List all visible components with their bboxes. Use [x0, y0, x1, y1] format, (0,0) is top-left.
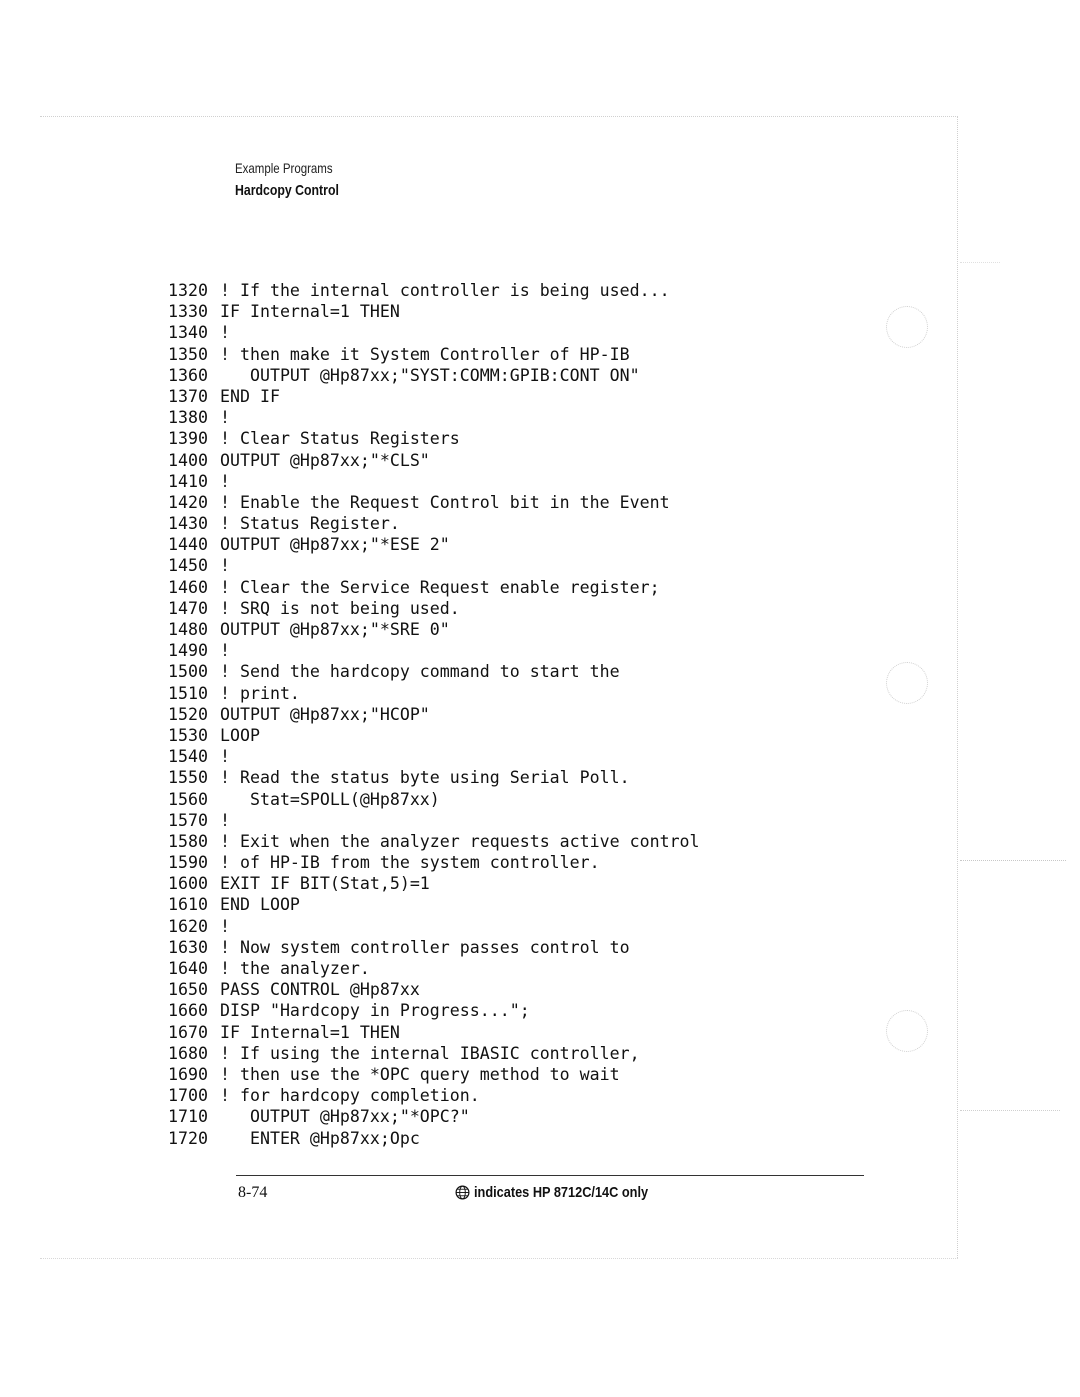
code-line [168, 1085, 700, 1106]
footer-note [455, 1184, 679, 1201]
line-number: 1390 [168, 429, 208, 449]
line-number: 1640 [168, 959, 208, 978]
code-text: IF Internal=1 THEN [220, 302, 400, 322]
code-text: ! Read the status byte using Serial Poll. [220, 768, 630, 788]
line-number: 1590 [168, 853, 208, 873]
line-number: 1490 [168, 641, 208, 661]
code-text: ! If the internal controller is being used... [220, 281, 670, 300]
section-title: Hardcopy Control [235, 182, 339, 199]
line-number: 1670 [168, 1022, 208, 1042]
line-number: 1430 [168, 514, 208, 534]
code-text: ! [220, 747, 230, 767]
code-text: OUTPUT @Hp87xx;"*CLS" [220, 450, 430, 470]
code-text: ! If using the internal IBASIC controller, [220, 1043, 640, 1063]
line-number: 1470 [168, 598, 208, 618]
code-line [168, 831, 700, 852]
code-text: END LOOP [220, 895, 300, 915]
line-number: 1710 [168, 1107, 208, 1127]
code-text: OUTPUT @Hp87xx;"HCOP" [220, 704, 430, 724]
line-number: 1650 [168, 980, 208, 1000]
line-number: 1720 [168, 1128, 208, 1148]
code-line [168, 979, 700, 1000]
line-number: 1620 [168, 916, 208, 936]
code-line [168, 789, 700, 810]
code-line [168, 513, 700, 534]
line-number: 1660 [168, 1001, 208, 1021]
line-number: 1440 [168, 535, 208, 555]
code-line [168, 492, 700, 513]
code-text: ! the analyzer. [220, 959, 370, 978]
code-line [168, 894, 700, 915]
code-text: OUTPUT @Hp87xx;"SYST:COMM:GPIB:CONT ON" [220, 365, 640, 385]
line-number: 1560 [168, 789, 208, 809]
line-number: 1550 [168, 768, 208, 788]
line-number: 1540 [168, 747, 208, 767]
line-number: 1330 [168, 302, 208, 322]
line-number: 1530 [168, 725, 208, 745]
code-text: OUTPUT @Hp87xx;"*SRE 0" [220, 620, 450, 639]
globe-icon [455, 1185, 470, 1200]
code-text: ! Send the hardcopy command to start the [220, 662, 620, 682]
code-line [168, 301, 700, 322]
line-number: 1700 [168, 1086, 208, 1106]
code-text: EXIT IF BIT(Stat,5)=1 [220, 874, 430, 894]
code-line [168, 619, 700, 640]
footer-note-text: indicates HP 8712C/14C only [474, 1184, 649, 1201]
code-line [168, 365, 700, 386]
code-text: ! [220, 408, 230, 428]
code-line [168, 810, 700, 831]
code-text: ! [220, 916, 230, 936]
line-number: 1380 [168, 408, 208, 428]
line-number: 1340 [168, 323, 208, 343]
code-text: DISP "Hardcopy in Progress..."; [220, 1001, 530, 1021]
line-number: 1370 [168, 386, 208, 406]
code-text: ! [220, 323, 230, 343]
code-text: END IF [220, 386, 280, 406]
code-line [168, 683, 700, 704]
code-line [168, 386, 700, 407]
code-text: ! print. [220, 683, 300, 703]
code-line [168, 704, 700, 725]
scan-mark [960, 860, 1066, 861]
code-text: OUTPUT @Hp87xx;"*OPC?" [220, 1107, 470, 1127]
code-text: ! [220, 556, 230, 576]
code-line [168, 555, 700, 576]
code-listing [168, 280, 700, 1149]
code-line [168, 598, 700, 619]
code-text: ! then make it System Controller of HP-IB [220, 344, 630, 364]
line-number: 1680 [168, 1043, 208, 1063]
code-text: LOOP [220, 725, 260, 745]
code-text: ! Enable the Request Control bit in the Event [220, 492, 670, 512]
code-text: IF Internal=1 THEN [220, 1022, 400, 1042]
line-number: 1580 [168, 831, 208, 851]
code-line [168, 1022, 700, 1043]
line-number: 1360 [168, 365, 208, 385]
scan-mark [960, 262, 1000, 263]
code-text: PASS CONTROL @Hp87xx [220, 980, 420, 1000]
line-number: 1610 [168, 895, 208, 915]
code-line [168, 958, 700, 979]
code-line [168, 1128, 700, 1149]
chapter-title: Example Programs [235, 160, 333, 176]
code-line [168, 640, 700, 661]
code-line [168, 577, 700, 598]
footer-rule [236, 1175, 864, 1176]
line-number: 1450 [168, 556, 208, 576]
code-text: ! Clear Status Registers [220, 429, 460, 449]
line-number: 1630 [168, 937, 208, 957]
code-text: ! for hardcopy completion. [220, 1086, 480, 1106]
code-text: ! [220, 810, 230, 830]
code-line [168, 746, 700, 767]
line-number: 1420 [168, 492, 208, 512]
code-line [168, 428, 700, 449]
code-text: OUTPUT @Hp87xx;"*ESE 2" [220, 535, 450, 555]
binder-hole [886, 662, 928, 704]
scan-edge-bottom [40, 1258, 958, 1259]
line-number: 1500 [168, 662, 208, 682]
line-number: 1600 [168, 874, 208, 894]
code-line [168, 661, 700, 682]
line-number: 1480 [168, 620, 208, 639]
code-text: ! [220, 641, 230, 661]
line-number: 1570 [168, 810, 208, 830]
code-text: Stat=SPOLL(@Hp87xx) [220, 789, 440, 809]
code-line [168, 407, 700, 428]
code-line [168, 471, 700, 492]
scan-edge-right [957, 116, 958, 1258]
code-text: ! SRQ is not being used. [220, 598, 460, 618]
code-line [168, 852, 700, 873]
code-line [168, 1043, 700, 1064]
code-line [168, 937, 700, 958]
code-text: ! Now system controller passes control to [220, 937, 630, 957]
page-number: 8-74 [238, 1184, 268, 1201]
code-line [168, 322, 700, 343]
scan-mark [960, 1110, 1060, 1111]
code-line [168, 767, 700, 788]
code-text: ! Exit when the analyzer requests active control [220, 831, 700, 851]
line-number: 1400 [168, 450, 208, 470]
line-number: 1510 [168, 683, 208, 703]
code-line [168, 916, 700, 937]
code-line [168, 873, 700, 894]
line-number: 1350 [168, 344, 208, 364]
code-line [168, 450, 700, 471]
binder-hole [886, 306, 928, 348]
binder-hole [886, 1010, 928, 1052]
code-text: ! of HP-IB from the system controller. [220, 853, 600, 873]
code-line [168, 280, 700, 301]
line-number: 1520 [168, 704, 208, 724]
code-line [168, 1064, 700, 1085]
line-number: 1410 [168, 471, 208, 491]
code-line [168, 1000, 700, 1021]
code-line [168, 725, 700, 746]
code-text: ENTER @Hp87xx;Opc [220, 1128, 420, 1148]
scan-edge-top [40, 116, 958, 117]
code-text: ! Status Register. [220, 514, 400, 534]
code-text: ! Clear the Service Request enable register; [220, 577, 660, 597]
code-line [168, 534, 700, 555]
code-line [168, 1106, 700, 1127]
code-text: ! [220, 471, 230, 491]
code-line [168, 344, 700, 365]
line-number: 1690 [168, 1064, 208, 1084]
running-head [235, 160, 362, 199]
code-text: ! then use the *OPC query method to wait [220, 1064, 620, 1084]
line-number: 1320 [168, 281, 208, 300]
line-number: 1460 [168, 577, 208, 597]
